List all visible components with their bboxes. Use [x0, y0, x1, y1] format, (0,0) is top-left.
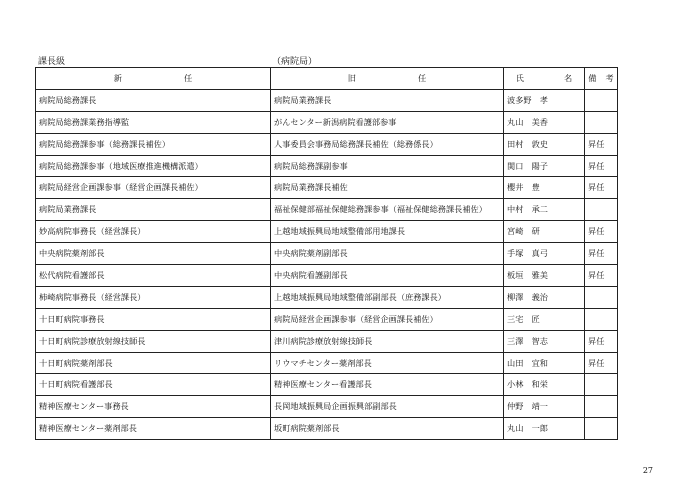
category-label: 課長級 [38, 57, 66, 67]
note-cell: 昇任 [585, 352, 618, 374]
new-post-cell: 病院局総務課参事（総務課長補佐） [36, 133, 271, 155]
name-cell: 関口 陽子 [504, 155, 585, 177]
note-cell: 昇任 [585, 330, 618, 352]
table-header-row [36, 68, 618, 90]
department-label: （病院局） [272, 57, 318, 67]
name-cell: 仲野 靖一 [504, 396, 585, 418]
header-old-b: 任 [418, 72, 427, 83]
header-note-a: 備 [588, 72, 597, 83]
new-post-cell: 十日町病院看護部長 [36, 374, 271, 396]
old-post-cell: 病院局業務課長 [271, 89, 504, 111]
name-cell: 手塚 真弓 [504, 243, 585, 265]
note-cell [585, 308, 618, 330]
new-post-cell: 病院局経営企画課参事（経営企画課長補佐） [36, 177, 271, 199]
old-post-cell: 精神医療センター看護部長 [271, 374, 504, 396]
old-post-cell: 中央病院看護副部長 [271, 265, 504, 287]
old-post-cell: 病院局経営企画課参事（経営企画課長補佐） [271, 308, 504, 330]
new-post-cell: 松代病院看護部長 [36, 265, 271, 287]
name-cell: 宮崎 研 [504, 221, 585, 243]
old-post-cell: 中央病院薬剤副部長 [271, 243, 504, 265]
header-name-a: 氏 [515, 72, 524, 83]
header-note-b: 考 [605, 72, 614, 83]
name-cell: 三澤 智志 [504, 330, 585, 352]
new-post-cell: 中央病院薬剤部長 [36, 243, 271, 265]
table-row [36, 265, 618, 287]
name-cell: 波多野 孝 [504, 89, 585, 111]
table-row [36, 396, 618, 418]
old-post-cell: 長岡地域振興局企画振興部副部長 [271, 396, 504, 418]
header-new-post [36, 68, 271, 90]
note-cell: 昇任 [585, 243, 618, 265]
name-cell: 板垣 雅美 [504, 265, 585, 287]
old-post-cell: がんセンター新潟病院看護部参事 [271, 111, 504, 133]
table-row [36, 286, 618, 308]
new-post-cell: 病院局総務課参事（地域医療推進機構派遣） [36, 155, 271, 177]
table-row [36, 418, 618, 440]
note-cell [585, 418, 618, 440]
table-row [36, 89, 618, 111]
note-cell: 昇任 [585, 133, 618, 155]
note-cell: 昇任 [585, 155, 618, 177]
page-number: 27 [642, 466, 653, 475]
new-post-cell: 精神医療センター薬剤部長 [36, 418, 271, 440]
new-post-cell: 病院局総務課業務指導監 [36, 111, 271, 133]
note-cell [585, 199, 618, 221]
name-cell: 櫻井 豊 [504, 177, 585, 199]
table-row [36, 374, 618, 396]
table-row [36, 177, 618, 199]
new-post-cell: 精神医療センター事務長 [36, 396, 271, 418]
name-cell: 丸山 美香 [504, 111, 585, 133]
table-body [36, 89, 618, 439]
name-cell: 中村 承二 [504, 199, 585, 221]
old-post-cell: 人事委員会事務局総務課長補佐（総務係長） [271, 133, 504, 155]
old-post-cell: 上越地域振興局地域整備部副部長（庶務課長） [271, 286, 504, 308]
note-cell [585, 374, 618, 396]
table-row [36, 352, 618, 374]
personnel-table [35, 67, 618, 440]
table-row [36, 243, 618, 265]
header-name [504, 68, 585, 90]
name-cell: 丸山 一郎 [504, 418, 585, 440]
new-post-cell: 妙高病院事務長（経営課長） [36, 221, 271, 243]
note-cell [585, 286, 618, 308]
table-row [36, 308, 618, 330]
old-post-cell: 坂町病院薬剤部長 [271, 418, 504, 440]
header-note [585, 68, 618, 90]
name-cell: 柳澤 義治 [504, 286, 585, 308]
note-cell [585, 396, 618, 418]
name-cell: 小林 和栄 [504, 374, 585, 396]
header-old-post [271, 68, 504, 90]
note-cell [585, 111, 618, 133]
note-cell: 昇任 [585, 177, 618, 199]
header-old-a: 旧 [347, 72, 356, 83]
note-cell: 昇任 [585, 221, 618, 243]
name-cell: 三宅 匠 [504, 308, 585, 330]
table-row [36, 133, 618, 155]
table-row [36, 155, 618, 177]
header-name-b: 名 [564, 72, 573, 83]
new-post-cell: 病院局総務課長 [36, 89, 271, 111]
new-post-cell: 十日町病院診療放射線技師長 [36, 330, 271, 352]
old-post-cell: 病院局総務課副参事 [271, 155, 504, 177]
old-post-cell: 上越地域振興局地域整備部用地課長 [271, 221, 504, 243]
old-post-cell: 病院局業務課長補佐 [271, 177, 504, 199]
note-cell [585, 89, 618, 111]
old-post-cell: 津川病院診療放射線技師長 [271, 330, 504, 352]
new-post-cell: 柿崎病院事務長（経営課長） [36, 286, 271, 308]
new-post-cell: 病院局業務課長 [36, 199, 271, 221]
name-cell: 山田 宜和 [504, 352, 585, 374]
note-cell: 昇任 [585, 265, 618, 287]
table-row [36, 221, 618, 243]
old-post-cell: 福祉保健部福祉保健総務課参事（福祉保健総務課長補佐） [271, 199, 504, 221]
table-row [36, 199, 618, 221]
new-post-cell: 十日町病院薬剤部長 [36, 352, 271, 374]
new-post-cell: 十日町病院事務長 [36, 308, 271, 330]
name-cell: 田村 敦史 [504, 133, 585, 155]
table-row [36, 111, 618, 133]
header-new-a: 新 [113, 72, 122, 83]
old-post-cell: リウマチセンター薬剤部長 [271, 352, 504, 374]
table-row [36, 330, 618, 352]
header-new-b: 任 [184, 72, 193, 83]
